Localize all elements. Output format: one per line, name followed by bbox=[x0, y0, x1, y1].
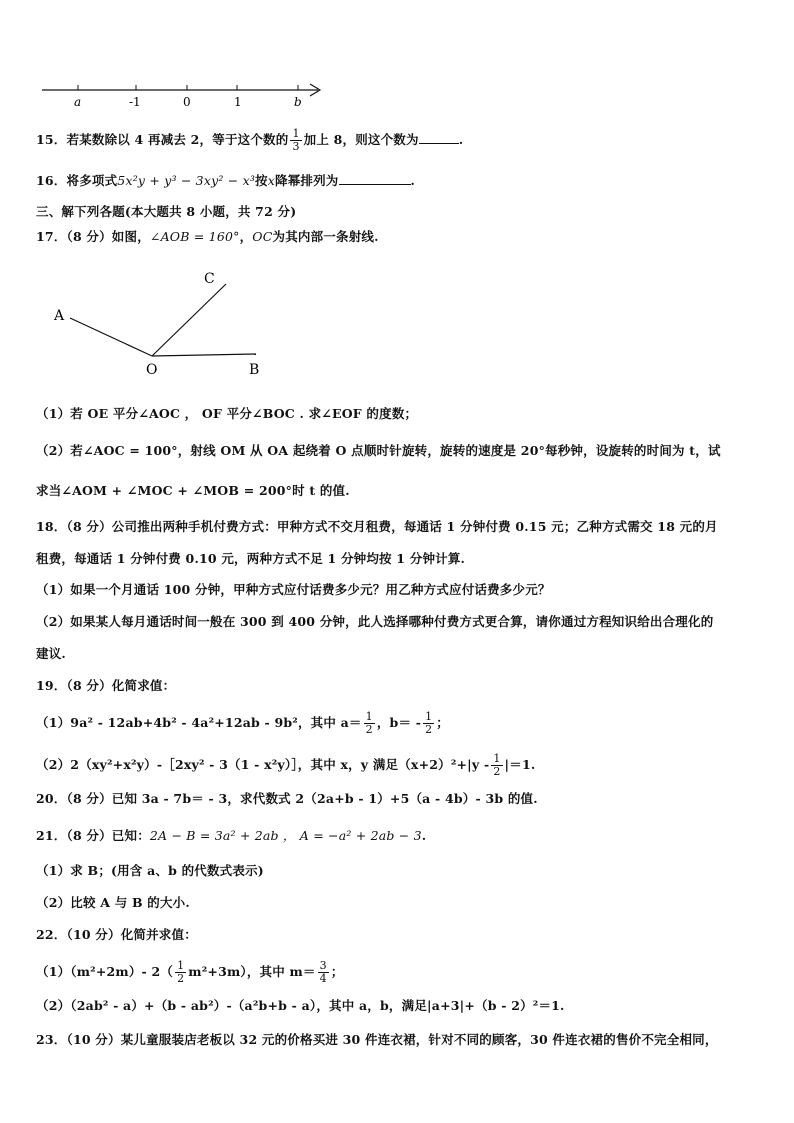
question-15: 15．若某数除以 4 再减去 2，等于这个数的 $\frac{1}{3}$ 加上 8，则这个数为 . bbox=[36, 127, 464, 153]
question-17-part-1: （1）若 OE 平分∠AOC ， OF 平分∠BOC . 求∠EOF 的度数； bbox=[36, 406, 418, 421]
fraction-a-value: $\frac{1}{2}$ bbox=[365, 710, 373, 736]
fraction-b-value: $\frac{1}{2}$ bbox=[425, 710, 433, 736]
question-18-part-2b: 建议. bbox=[36, 646, 66, 661]
point-label-o: O bbox=[146, 362, 158, 378]
fraction-m-value: $\frac{3}{4}$ bbox=[319, 959, 327, 985]
question-21-part-2: （2）比较 A 与 B 的大小. bbox=[36, 895, 190, 910]
point-label-b: B bbox=[249, 362, 260, 378]
question-21-part-1: （1）求 B；(用含 a、b 的代数式表示) bbox=[36, 863, 264, 878]
question-18-part-2a: （2）如果某人每月通话时间一般在 300 到 400 分钟，此人选择哪种付费方式更合算，请你通过方程知识给出合理化的 bbox=[36, 614, 714, 629]
question-21: 21．（8 分）已知：2A − B = 3a² + 2ab ， A = −a² + 2ab − 3. bbox=[36, 828, 427, 843]
fraction-half: $\frac{1}{2}$ bbox=[493, 752, 501, 778]
question-19-part-1: （1）9a² - 12ab+4b² - 4a²+12ab - 9b²，其中 a＝ $\frac{1}{2}$ ，b＝ - $\frac{1}{2}$ ； bbox=[36, 710, 449, 736]
question-18-part-1: （1）如果一个月通话 100 分钟，甲种方式应付话费多少元？用乙种方式应付话费多少元？ bbox=[36, 582, 551, 597]
question-20: 20．（8 分）已知 3a - 7b＝ - 3，求代数式 2（2a+b - 1）+5（a - 4b）- 3b 的值. bbox=[36, 791, 538, 806]
question-18-line-2: 租费，每通话 1 分钟付费 0.10 元，两种方式不足 1 分钟均按 1 分钟计算. bbox=[36, 551, 466, 566]
question-18-line-1: 18．（8 分）公司推出两种手机付费方式：甲种方式不交月租费，每通话 1 分钟付费 0.15 元；乙种方式需交 18 元的月 bbox=[36, 519, 718, 534]
question-16: 16．将多项式5x²y + y³ − 3xy² − x³按x降幂排列为 . bbox=[36, 173, 416, 188]
section-3-heading: 三、解下列各题(本大题共 8 小题，共 72 分) bbox=[36, 204, 297, 219]
answer-blank-15[interactable] bbox=[419, 131, 459, 144]
question-19-title: 19．（8 分）化简求值： bbox=[36, 678, 176, 693]
question-17-part-2b: 求当∠AOM + ∠MOC + ∠MOB = 200°时 t 的值. bbox=[36, 483, 350, 498]
answer-blank-16[interactable] bbox=[339, 172, 411, 185]
question-22-title: 22．（10 分）化简并求值： bbox=[36, 927, 197, 942]
number-line-label-minus1: -1 bbox=[129, 95, 141, 109]
number-line-label-b: b bbox=[294, 95, 302, 109]
point-label-c: C bbox=[204, 271, 215, 287]
question-17-part-2a: （2）若∠AOC = 100°，射线 OM 从 OA 起绕着 O 点顺时针旋转，旋转的速度是 20°每秒钟，设旋转的时间为 t，试 bbox=[36, 443, 721, 458]
number-line-figure bbox=[36, 78, 356, 118]
number-line-label-a: a bbox=[74, 95, 82, 109]
angle-aob-figure bbox=[48, 268, 288, 378]
question-22-part-1: （1）（m²+2m）- 2（ $\frac{1}{2}$ m²+3m），其中 m＝ $\frac{3}{4}$ ； bbox=[36, 959, 344, 985]
fraction-half-m: $\frac{1}{2}$ bbox=[177, 959, 185, 985]
number-line-label-1: 1 bbox=[234, 95, 242, 109]
point-label-a: A bbox=[54, 308, 65, 324]
question-23: 23．（10 分）某儿童服装店老板以 32 元的价格买进 30 件连衣裙，针对不同的顾客，30 件连衣裙的售价不完全相同， bbox=[36, 1032, 718, 1047]
number-line-label-0: 0 bbox=[183, 95, 191, 109]
question-22-part-2: （2）（2ab² - a）+（b - ab²）-（a²b+b - a），其中 a，b，满足|a+3|+（b - 2）²＝1. bbox=[36, 998, 565, 1013]
question-19-part-2: （2）2（xy²+x²y）-［2xy² - 3（1 - x²y）］，其中 x，y 满足（x+2）²+|y - $\frac{1}{2}$ |＝1. bbox=[36, 752, 536, 778]
fraction-one-third: $\frac{1}{3}$ bbox=[292, 127, 300, 153]
question-17: 17．（8 分）如图，∠AOB = 160°，OC为其内部一条射线. bbox=[36, 229, 379, 244]
